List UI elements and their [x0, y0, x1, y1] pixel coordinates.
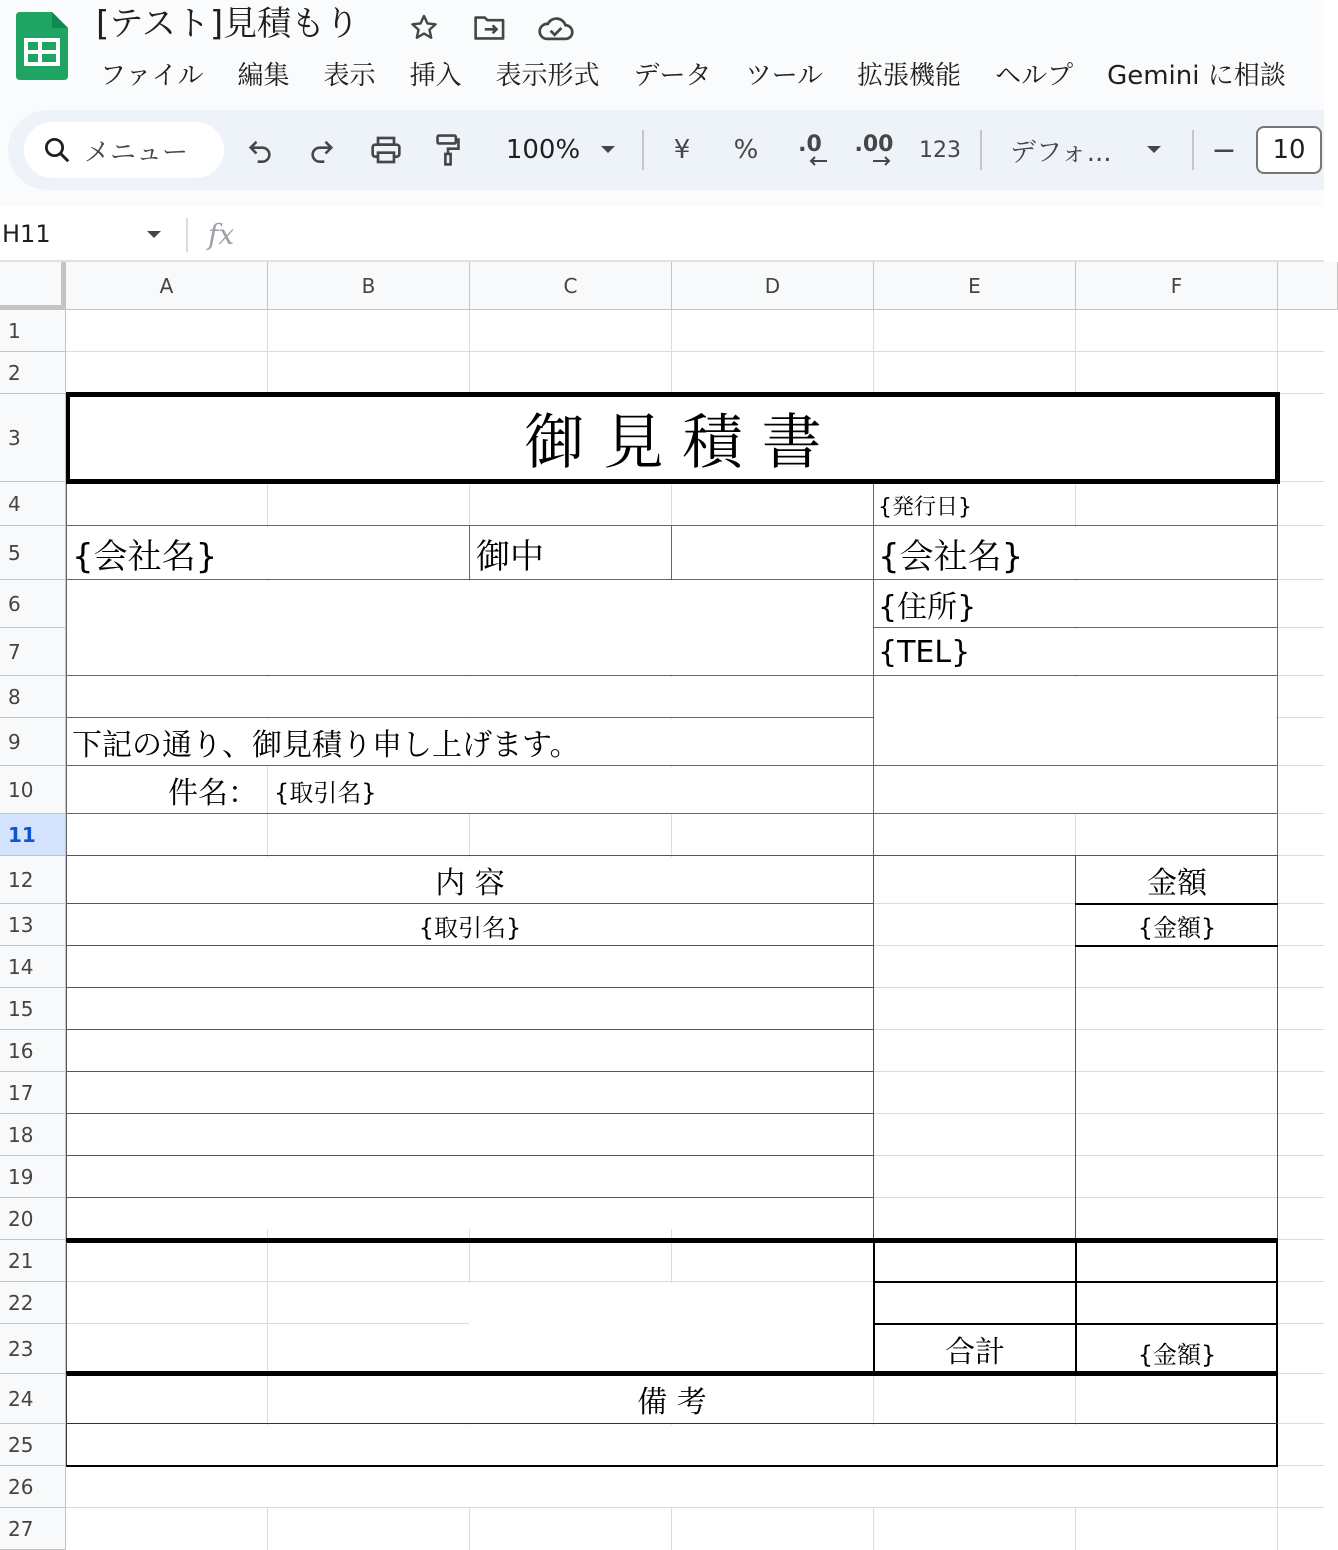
document-title[interactable]: [テスト]見積もり	[96, 4, 360, 44]
border	[66, 1113, 874, 1114]
row-header[interactable]: 7	[0, 628, 66, 676]
client-company-cell[interactable]: {会社名}	[72, 536, 218, 577]
remarks-label-cell[interactable]: 備 考	[637, 1385, 707, 1420]
fx-icon: fx	[208, 218, 235, 251]
name-box[interactable]: H11	[2, 220, 51, 248]
total-amount-cell[interactable]: {金額}	[1137, 1340, 1217, 1369]
honorific-cell[interactable]: 御中	[476, 536, 544, 577]
row-header[interactable]: 3	[0, 394, 66, 482]
border	[873, 484, 874, 856]
row-header[interactable]: 18	[0, 1114, 66, 1156]
row-header[interactable]: 22	[0, 1282, 66, 1324]
border	[1277, 484, 1278, 856]
column-header-g[interactable]	[1278, 262, 1338, 310]
menu-view[interactable]: 表示	[323, 61, 376, 91]
decrease-decimal-button[interactable]	[788, 130, 832, 170]
row-header[interactable]: 14	[0, 946, 66, 988]
row-header[interactable]: 27	[0, 1508, 66, 1550]
chevron-down-icon[interactable]	[1142, 130, 1166, 170]
chevron-down-icon[interactable]	[146, 230, 162, 240]
toolbar-divider	[1192, 130, 1194, 170]
subject-label-cell[interactable]: 件名：	[168, 776, 258, 811]
percent-format-button[interactable]: %	[733, 135, 759, 165]
app-header	[0, 0, 1324, 206]
border	[671, 526, 672, 580]
line-item-cell[interactable]: {取引名}	[418, 913, 522, 942]
menu-tools[interactable]: ツール	[745, 61, 824, 91]
border	[66, 1029, 874, 1030]
column-header-c[interactable]: C	[470, 262, 672, 310]
row-header[interactable]: 10	[0, 766, 66, 814]
font-size-input[interactable]: 10	[1256, 126, 1322, 174]
column-header-d[interactable]: D	[672, 262, 874, 310]
border	[66, 1242, 67, 1374]
own-company-cell[interactable]: {会社名}	[878, 536, 1024, 577]
row-header[interactable]: 17	[0, 1072, 66, 1114]
sheets-logo-icon[interactable]	[16, 12, 68, 80]
row-header[interactable]: 4	[0, 482, 66, 526]
gridline	[66, 351, 1324, 352]
amount-header-cell[interactable]: 金額	[1147, 866, 1207, 901]
row-header[interactable]: 26	[0, 1466, 66, 1508]
merged-right-block[interactable]	[875, 677, 1276, 813]
subject-value-cell[interactable]: {取引名}	[274, 778, 377, 807]
row-header[interactable]: 6	[0, 580, 66, 628]
row-header[interactable]: 8	[0, 676, 66, 718]
row-header[interactable]: 23	[0, 1324, 66, 1374]
menu-bar	[100, 56, 1320, 96]
row-header[interactable]: 16	[0, 1030, 66, 1072]
formula-bar	[0, 206, 1324, 262]
column-header-b[interactable]: B	[268, 262, 470, 310]
select-all-corner[interactable]	[0, 262, 66, 310]
menu-data[interactable]: データ	[633, 61, 712, 91]
menu-insert[interactable]: 挿入	[409, 61, 462, 91]
menu-help[interactable]: ヘルプ	[995, 61, 1074, 91]
row-header[interactable]: 13	[0, 904, 66, 946]
increase-decimal-label: .00	[854, 132, 894, 157]
menu-extensions[interactable]: 拡張機能	[857, 61, 962, 91]
merged-row8-cell[interactable]	[67, 677, 872, 717]
row-header[interactable]: 21	[0, 1240, 66, 1282]
row-header[interactable]: 19	[0, 1156, 66, 1198]
row-header[interactable]: 15	[0, 988, 66, 1030]
star-icon[interactable]	[404, 8, 444, 48]
print-icon[interactable]	[366, 130, 406, 170]
menu-file[interactable]: ファイル	[100, 61, 204, 91]
border-thick	[66, 1238, 1278, 1243]
undo-icon[interactable]	[240, 130, 280, 170]
arrow-left-icon	[807, 156, 829, 166]
decrease-decimal-label: .0	[798, 132, 822, 157]
search-icon	[42, 135, 72, 165]
cloud-status-icon[interactable]	[536, 8, 576, 48]
column-header-f[interactable]: F	[1076, 262, 1278, 310]
currency-format-button[interactable]: ¥	[673, 135, 691, 165]
border	[66, 1071, 874, 1072]
column-header-a[interactable]: A	[66, 262, 268, 310]
row-header[interactable]: 20	[0, 1198, 66, 1240]
toolbar-divider	[642, 130, 644, 170]
gridline	[66, 1507, 1324, 1508]
toolbar	[8, 110, 1324, 190]
merged-blank-cell[interactable]	[67, 581, 872, 675]
row-header-selected[interactable]: 11	[0, 814, 66, 856]
increase-decimal-button[interactable]	[850, 130, 898, 170]
font-select[interactable]: デフォ...	[1010, 137, 1112, 168]
row-header[interactable]: 12	[0, 856, 66, 904]
column-header-e[interactable]: E	[874, 262, 1076, 310]
content-header-cell[interactable]: 内 容	[435, 866, 505, 901]
border	[66, 1465, 1278, 1467]
row-header[interactable]: 9	[0, 718, 66, 766]
toolbar-divider	[980, 130, 982, 170]
row-header[interactable]: 1	[0, 310, 66, 352]
border	[874, 1281, 1278, 1283]
more-formats-button[interactable]: 123	[919, 137, 961, 163]
issue-date-cell[interactable]: {発行日}	[878, 494, 972, 520]
arrow-right-icon	[871, 156, 893, 166]
font-size-decrease-button[interactable]: −	[1211, 132, 1237, 168]
menu-search[interactable]	[24, 122, 224, 178]
menu-format[interactable]: 表示形式	[495, 61, 600, 91]
border	[66, 1197, 874, 1198]
zoom-select[interactable]: 100%	[505, 135, 581, 165]
intro-text-cell[interactable]: 下記の通り、御見積り申し上げます。	[72, 728, 580, 763]
row-header[interactable]: 5	[0, 526, 66, 580]
sheet-title: 御 見 積 書	[524, 408, 822, 478]
paint-format-icon[interactable]	[428, 130, 468, 170]
row-header[interactable]: 2	[0, 352, 66, 394]
total-label-cell[interactable]: 合計	[945, 1335, 1005, 1370]
border	[66, 1155, 874, 1156]
address-cell[interactable]: {住所}	[878, 590, 977, 625]
chevron-down-icon[interactable]	[596, 130, 620, 170]
redo-icon[interactable]	[302, 130, 342, 170]
tel-cell[interactable]: {TEL}	[878, 634, 971, 670]
spreadsheet-grid[interactable]	[0, 262, 1324, 1541]
move-to-folder-icon[interactable]	[470, 8, 510, 48]
row-header[interactable]: 24	[0, 1374, 66, 1424]
menu-search-placeholder: メニュー	[84, 137, 189, 168]
menu-edit[interactable]: 編集	[237, 61, 290, 91]
formula-bar-divider	[186, 218, 188, 252]
line-amount-cell[interactable]: {金額}	[1137, 913, 1217, 942]
border	[469, 526, 470, 580]
border	[66, 987, 874, 988]
menu-gemini[interactable]: Gemini に相談	[1107, 61, 1286, 91]
row-header[interactable]: 25	[0, 1424, 66, 1466]
